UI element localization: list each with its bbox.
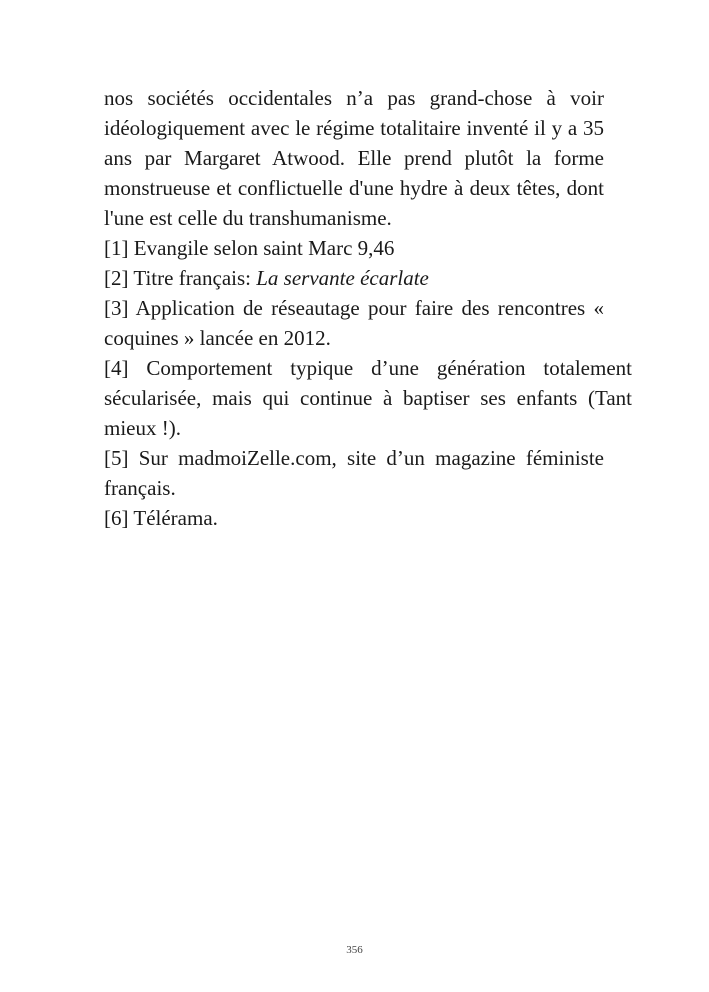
footnote-4 bbox=[104, 353, 632, 443]
footnote-5 bbox=[104, 443, 604, 503]
footnote-2 bbox=[104, 263, 604, 293]
footnote-ref: [1] bbox=[104, 236, 129, 260]
body-paragraph: nos sociétés occidentales n’a pas grand-chose à voir idéologiquement avec le régime totalitaire inventé il y a 35 ans par Margaret Atwood. Elle prend plutôt la forme monstrueuse et conflictuelle d'une hydre à deux têtes, dont l'une est celle du transhumanisme. bbox=[104, 86, 604, 230]
footnote-title-italic: La servante écarlate bbox=[256, 266, 429, 290]
footnote-text: Télérama. bbox=[133, 506, 218, 530]
footnote-ref: [3] bbox=[104, 296, 129, 320]
footnote-ref: [4] bbox=[104, 356, 129, 380]
page-content bbox=[104, 83, 632, 533]
footnote-text: Application de réseautage pour faire des rencontres « coquines » lancée en 2012. bbox=[104, 296, 604, 350]
footnote-6 bbox=[104, 503, 604, 533]
footnote-ref: [2] bbox=[104, 266, 129, 290]
footnote-ref: [5] bbox=[104, 446, 129, 470]
footnote-1 bbox=[104, 233, 604, 263]
footnote-text: Sur madmoiZelle.com, site d’un magazine féministe français. bbox=[104, 446, 605, 500]
footnote-ref: [6] bbox=[104, 506, 129, 530]
footnote-text: Evangile selon saint Marc 9,46 bbox=[133, 236, 395, 260]
page-number: 356 bbox=[346, 944, 363, 956]
footnote-3 bbox=[104, 293, 604, 353]
footnote-text: Titre français: bbox=[133, 266, 257, 290]
footnote-text: Comportement typique d’une génération totalement sécularisée, mais qui continue à baptiser ses enfants (Tant mieux !). bbox=[104, 356, 632, 440]
